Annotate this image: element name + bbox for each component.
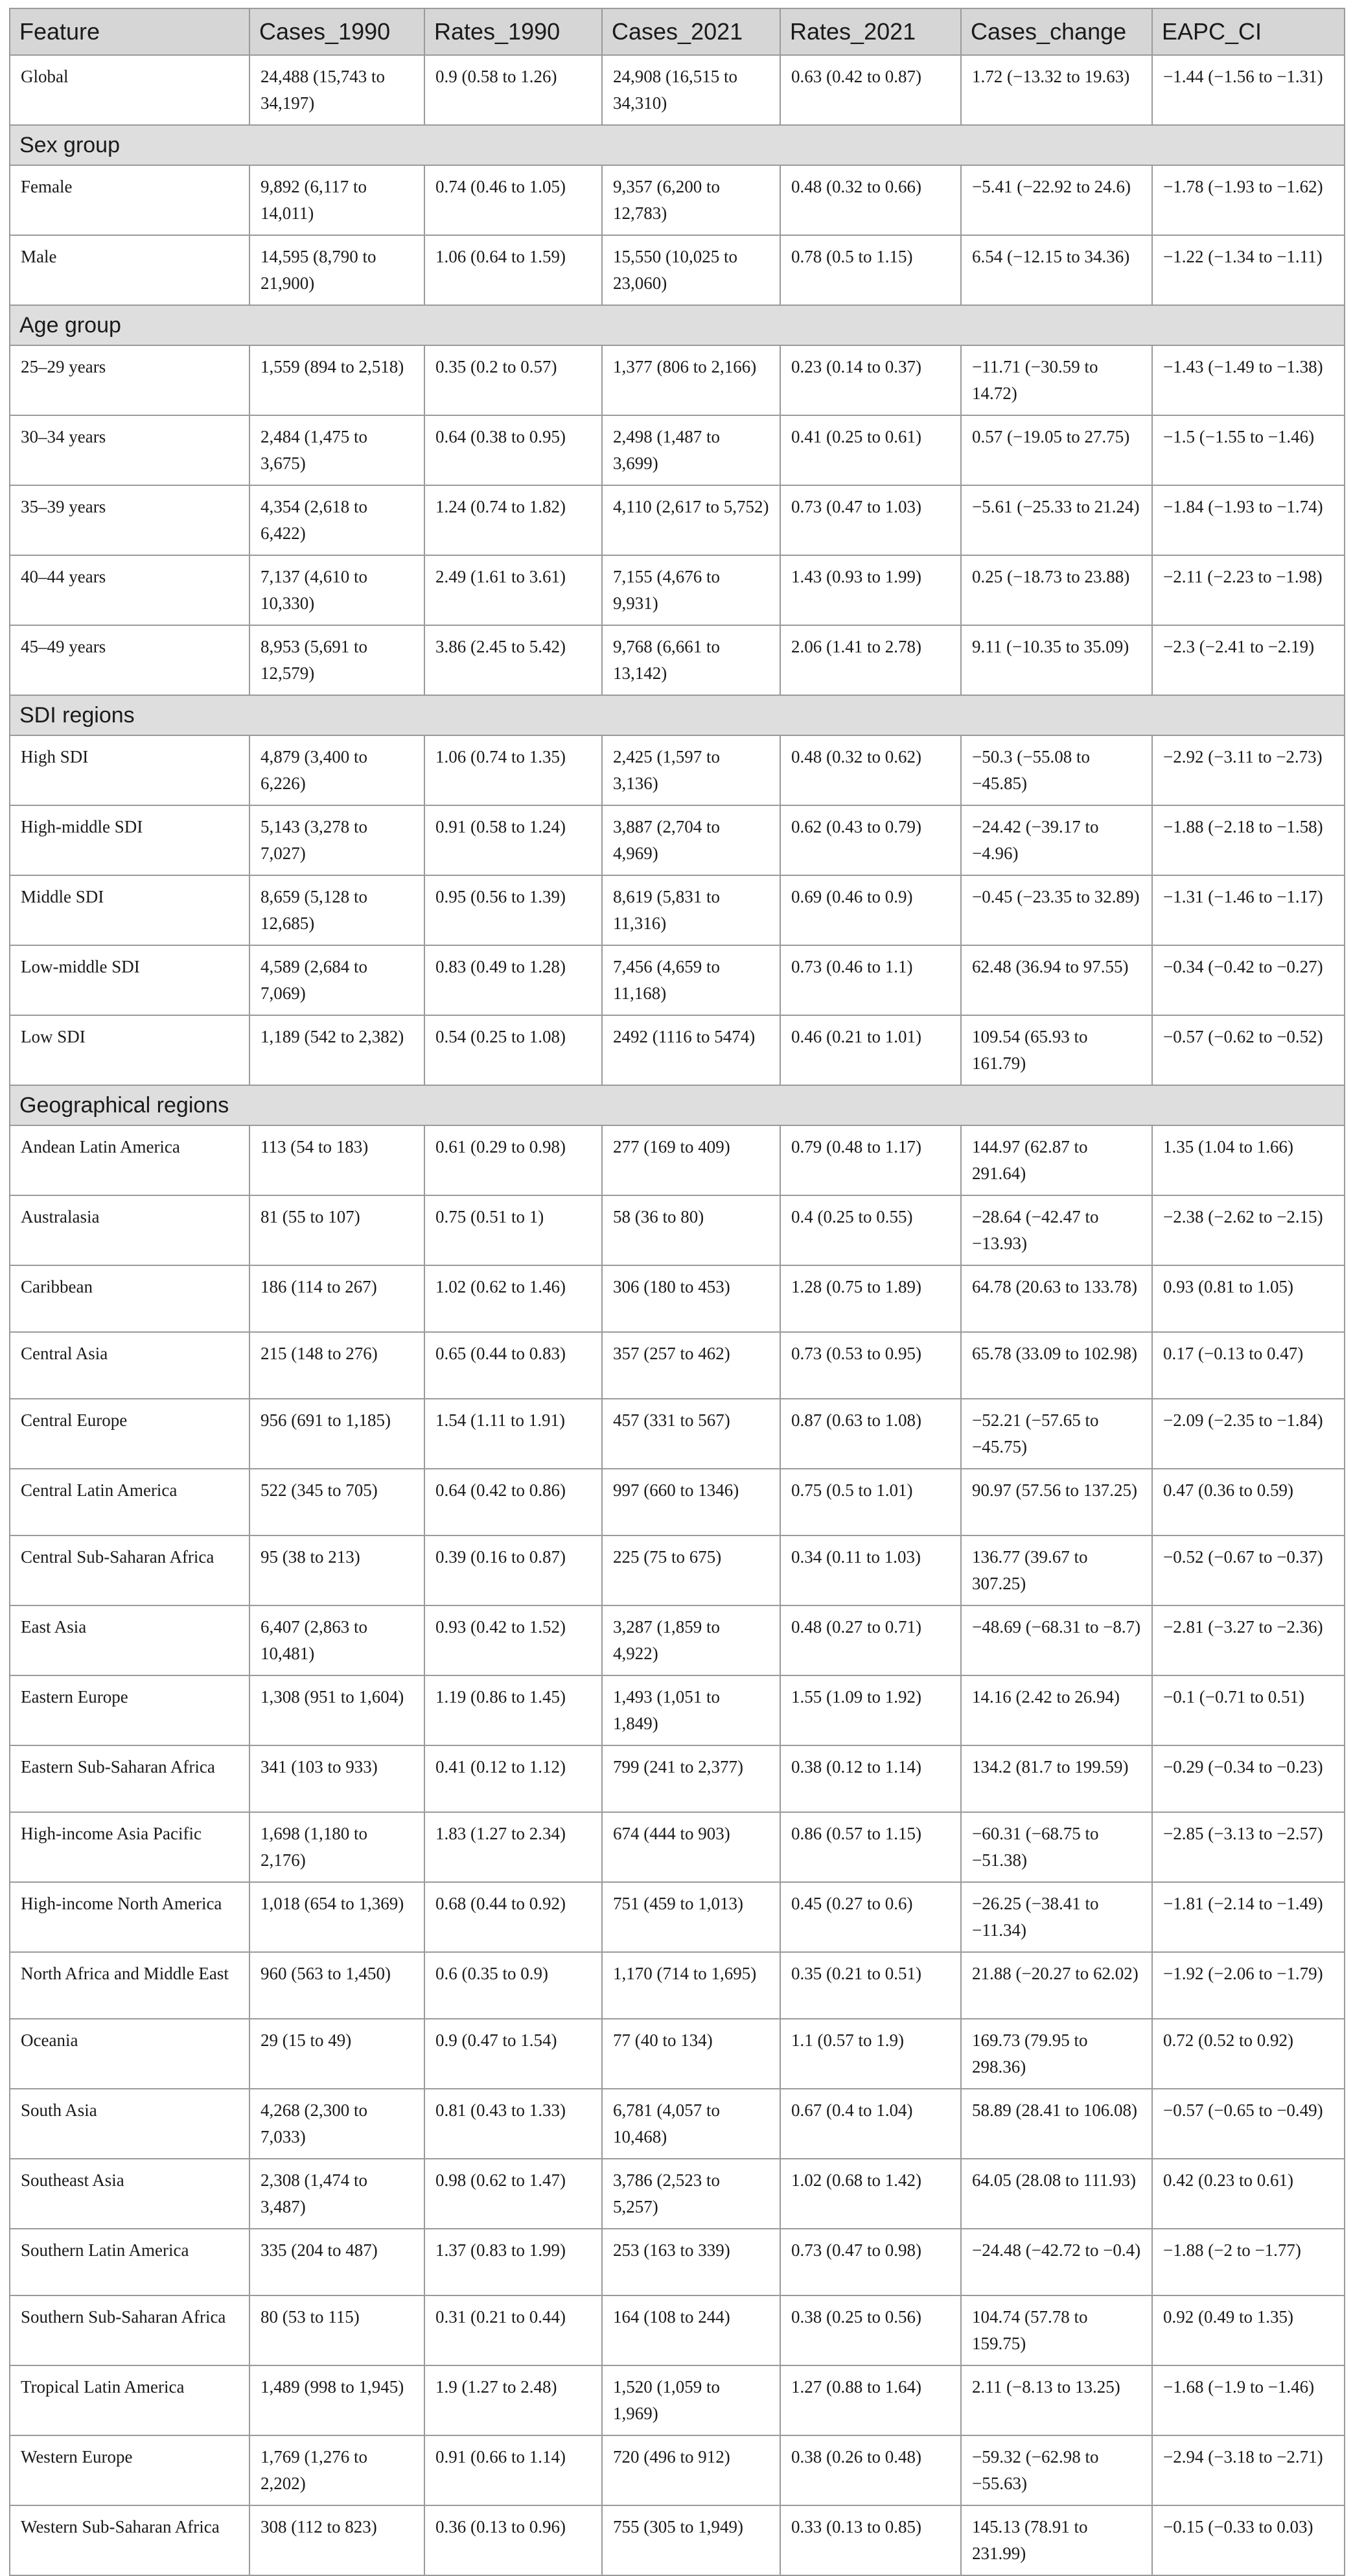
table-cell: −26.25 (−38.41 to −11.34) [961,1882,1152,1952]
table-cell: 1,559 (894 to 2,518) [249,345,424,415]
table-cell: 960 (563 to 1,450) [249,1952,424,2019]
header-row [10,8,1345,55]
table-row [10,2089,1345,2159]
header-cases-1990: Cases_1990 [249,8,424,55]
table-cell: 80 (53 to 115) [249,2295,424,2365]
table-cell: 0.9 (0.47 to 1.54) [424,2019,602,2089]
row-feature-cell: Global [10,55,249,125]
table-cell: 90.97 (57.56 to 137.25) [961,1469,1152,1535]
header-rates-2021: Rates_2021 [780,8,961,55]
table-cell: 5,143 (3,278 to 7,027) [249,805,424,875]
row-feature-cell: Tropical Latin America [10,2365,249,2435]
table-cell: 3,786 (2,523 to 5,257) [602,2159,780,2229]
table-cell: 457 (331 to 567) [602,1399,780,1469]
table-cell: 24,488 (15,743 to 34,197) [249,55,424,125]
table-row [10,2505,1345,2575]
table-cell: 0.38 (0.12 to 1.14) [780,1745,961,1812]
table-cell: 9,892 (6,117 to 14,011) [249,165,424,235]
table-cell: 0.4 (0.25 to 0.55) [780,1195,961,1265]
row-feature-cell: Low SDI [10,1015,249,1085]
section-row [10,1085,1345,1125]
table-cell: 7,137 (4,610 to 10,330) [249,555,424,625]
row-feature-cell: Eastern Sub-Saharan Africa [10,1745,249,1812]
table-header [10,8,1345,55]
table-row [10,1535,1345,1605]
header-rates-1990: Rates_1990 [424,8,602,55]
table-cell: 113 (54 to 183) [249,1125,424,1195]
table-cell: −2.85 (−3.13 to −2.57) [1152,1812,1345,1882]
table-cell: 1.72 (−13.32 to 19.63) [961,55,1152,125]
table-cell: 0.35 (0.2 to 0.57) [424,345,602,415]
row-feature-cell: Central Sub-Saharan Africa [10,1535,249,1605]
table-cell: 1,489 (998 to 1,945) [249,2365,424,2435]
table-cell: −28.64 (−42.47 to −13.93) [961,1195,1152,1265]
table-cell: −0.57 (−0.65 to −0.49) [1152,2089,1345,2159]
table-cell: −0.29 (−0.34 to −0.23) [1152,1745,1345,1812]
table-cell: 755 (305 to 1,949) [602,2505,780,2575]
table-cell: 3,887 (2,704 to 4,969) [602,805,780,875]
table-cell: 7,155 (4,676 to 9,931) [602,555,780,625]
table-cell: 751 (459 to 1,013) [602,1882,780,1952]
table-cell: 335 (204 to 487) [249,2229,424,2295]
table-cell: 720 (496 to 912) [602,2435,780,2505]
table-cell: 8,953 (5,691 to 12,579) [249,625,424,695]
table-cell: 62.48 (36.94 to 97.55) [961,945,1152,1015]
table-row [10,2295,1345,2365]
row-feature-cell: Middle SDI [10,875,249,945]
table-cell: 1.83 (1.27 to 2.34) [424,1812,602,1882]
table-cell: 0.57 (−19.05 to 27.75) [961,415,1152,485]
table-cell: −1.78 (−1.93 to −1.62) [1152,165,1345,235]
row-feature-cell: Eastern Europe [10,1675,249,1745]
row-feature-cell: Southeast Asia [10,2159,249,2229]
table-row [10,165,1345,235]
table-row [10,485,1345,555]
section-label: Sex group [10,125,1345,165]
row-feature-cell: Andean Latin America [10,1125,249,1195]
table-row [10,1265,1345,1332]
table-row [10,1952,1345,2019]
table-cell: −24.48 (−42.72 to −0.4) [961,2229,1152,2295]
table-cell: 1.54 (1.11 to 1.91) [424,1399,602,1469]
table-cell: 9,357 (6,200 to 12,783) [602,165,780,235]
table-cell: 0.54 (0.25 to 1.08) [424,1015,602,1085]
table-cell: 7,456 (4,659 to 11,168) [602,945,780,1015]
table-cell: −1.68 (−1.9 to −1.46) [1152,2365,1345,2435]
table-cell: −52.21 (−57.65 to −45.75) [961,1399,1152,1469]
table-cell: 0.63 (0.42 to 0.87) [780,55,961,125]
table-cell: 0.9 (0.58 to 1.26) [424,55,602,125]
table-cell: 0.92 (0.49 to 1.35) [1152,2295,1345,2365]
table-row [10,1812,1345,1882]
table-cell: 15,550 (10,025 to 23,060) [602,235,780,305]
table-cell: 956 (691 to 1,185) [249,1399,424,1469]
table-cell: 0.75 (0.5 to 1.01) [780,1469,961,1535]
table-row [10,1605,1345,1675]
table-cell: 1.02 (0.62 to 1.46) [424,1265,602,1332]
table-cell: −0.52 (−0.67 to −0.37) [1152,1535,1345,1605]
table-cell: −1.43 (−1.49 to −1.38) [1152,345,1345,415]
data-table [9,8,1345,2576]
table-cell: 1,698 (1,180 to 2,176) [249,1812,424,1882]
table-cell: 0.33 (0.13 to 0.85) [780,2505,961,2575]
table-cell: 0.47 (0.36 to 0.59) [1152,1469,1345,1535]
table-cell: 253 (163 to 339) [602,2229,780,2295]
table-row [10,2365,1345,2435]
table-row [10,1125,1345,1195]
row-feature-cell: 45–49 years [10,625,249,695]
table-body [10,55,1345,2575]
table-row [10,625,1345,695]
table-cell: 0.64 (0.42 to 0.86) [424,1469,602,1535]
section-row [10,695,1345,735]
table-row [10,2229,1345,2295]
section-label: SDI regions [10,695,1345,735]
table-cell: 0.86 (0.57 to 1.15) [780,1812,961,1882]
table-cell: 0.69 (0.46 to 0.9) [780,875,961,945]
table-cell: 1.02 (0.68 to 1.42) [780,2159,961,2229]
table-cell: −1.84 (−1.93 to −1.74) [1152,485,1345,555]
table-cell: 3,287 (1,859 to 4,922) [602,1605,780,1675]
table-cell: 225 (75 to 675) [602,1535,780,1605]
row-feature-cell: South Asia [10,2089,249,2159]
table-cell: 9,768 (6,661 to 13,142) [602,625,780,695]
table-cell: 1,377 (806 to 2,166) [602,345,780,415]
table-cell: 9.11 (−10.35 to 35.09) [961,625,1152,695]
table-cell: 0.38 (0.25 to 0.56) [780,2295,961,2365]
table-row [10,1469,1345,1535]
table-cell: 77 (40 to 134) [602,2019,780,2089]
table-cell: 674 (444 to 903) [602,1812,780,1882]
table-cell: 6,781 (4,057 to 10,468) [602,2089,780,2159]
table-cell: 2,498 (1,487 to 3,699) [602,415,780,485]
table-cell: −1.88 (−2.18 to −1.58) [1152,805,1345,875]
table-cell: 29 (15 to 49) [249,2019,424,2089]
row-feature-cell: Male [10,235,249,305]
table-cell: 6,407 (2,863 to 10,481) [249,1605,424,1675]
table-cell: 1.43 (0.93 to 1.99) [780,555,961,625]
table-cell: 1.24 (0.74 to 1.82) [424,485,602,555]
table-row [10,2435,1345,2505]
table-cell: 0.36 (0.13 to 0.96) [424,2505,602,2575]
row-feature-cell: Low-middle SDI [10,945,249,1015]
table-cell: 1,520 (1,059 to 1,969) [602,2365,780,2435]
table-cell: −0.34 (−0.42 to −0.27) [1152,945,1345,1015]
table-cell: 1.55 (1.09 to 1.92) [780,1675,961,1745]
table-cell: −2.3 (−2.41 to −2.19) [1152,625,1345,695]
table-cell: 64.78 (20.63 to 133.78) [961,1265,1152,1332]
table-cell: 357 (257 to 462) [602,1332,780,1399]
table-cell: −5.41 (−22.92 to 24.6) [961,165,1152,235]
table-cell: −0.15 (−0.33 to 0.03) [1152,2505,1345,2575]
table-cell: 0.83 (0.49 to 1.28) [424,945,602,1015]
table-cell: 169.73 (79.95 to 298.36) [961,2019,1152,2089]
row-feature-cell: Western Sub-Saharan Africa [10,2505,249,2575]
table-cell: 0.6 (0.35 to 0.9) [424,1952,602,2019]
table-row [10,735,1345,805]
table-cell: 186 (114 to 267) [249,1265,424,1332]
table-cell: 1,769 (1,276 to 2,202) [249,2435,424,2505]
table-cell: 4,110 (2,617 to 5,752) [602,485,780,555]
table-cell: 1.19 (0.86 to 1.45) [424,1675,602,1745]
table-cell: 0.23 (0.14 to 0.37) [780,345,961,415]
table-cell: 0.73 (0.47 to 0.98) [780,2229,961,2295]
table-row [10,345,1345,415]
table-cell: 6.54 (−12.15 to 34.36) [961,235,1152,305]
table-cell: 2.11 (−8.13 to 13.25) [961,2365,1152,2435]
table-cell: −50.3 (−55.08 to −45.85) [961,735,1152,805]
table-cell: −1.88 (−2 to −1.77) [1152,2229,1345,2295]
table-cell: 0.68 (0.44 to 0.92) [424,1882,602,1952]
table-cell: 0.64 (0.38 to 0.95) [424,415,602,485]
table-cell: 109.54 (65.93 to 161.79) [961,1015,1152,1085]
table-row [10,1745,1345,1812]
table-cell: 0.34 (0.11 to 1.03) [780,1535,961,1605]
table-cell: −2.92 (−3.11 to −2.73) [1152,735,1345,805]
table-row [10,805,1345,875]
table-row [10,1882,1345,1952]
table-cell: 0.78 (0.5 to 1.15) [780,235,961,305]
table-cell: 1.35 (1.04 to 1.66) [1152,1125,1345,1195]
table-cell: −2.11 (−2.23 to −1.98) [1152,555,1345,625]
table-cell: −24.42 (−39.17 to −4.96) [961,805,1152,875]
table-cell: 1,493 (1,051 to 1,849) [602,1675,780,1745]
table-cell: 4,268 (2,300 to 7,033) [249,2089,424,2159]
table-cell: 0.45 (0.27 to 0.6) [780,1882,961,1952]
table-row [10,235,1345,305]
table-cell: 0.61 (0.29 to 0.98) [424,1125,602,1195]
table-cell: 799 (241 to 2,377) [602,1745,780,1812]
table-cell: 1.06 (0.64 to 1.59) [424,235,602,305]
table-cell: 145.13 (78.91 to 231.99) [961,2505,1152,2575]
table-cell: −2.09 (−2.35 to −1.84) [1152,1399,1345,1469]
table-cell: 144.97 (62.87 to 291.64) [961,1125,1152,1195]
row-feature-cell: Central Asia [10,1332,249,1399]
table-cell: 0.62 (0.43 to 0.79) [780,805,961,875]
section-label: Age group [10,305,1345,345]
table-cell: −11.71 (−30.59 to 14.72) [961,345,1152,415]
table-cell: −1.44 (−1.56 to −1.31) [1152,55,1345,125]
table-cell: 1.1 (0.57 to 1.9) [780,2019,961,2089]
section-row [10,305,1345,345]
table-cell: 308 (112 to 823) [249,2505,424,2575]
table-cell: −48.69 (−68.31 to −8.7) [961,1605,1152,1675]
table-cell: 1.28 (0.75 to 1.89) [780,1265,961,1332]
row-feature-cell: Southern Latin America [10,2229,249,2295]
table-cell: 14,595 (8,790 to 21,900) [249,235,424,305]
table-cell: 341 (103 to 933) [249,1745,424,1812]
table-cell: 0.73 (0.47 to 1.03) [780,485,961,555]
row-feature-cell: High-middle SDI [10,805,249,875]
table-cell: 0.42 (0.23 to 0.61) [1152,2159,1345,2229]
table-cell: 0.93 (0.81 to 1.05) [1152,1265,1345,1332]
table-cell: 0.31 (0.21 to 0.44) [424,2295,602,2365]
table-cell: 0.74 (0.46 to 1.05) [424,165,602,235]
table-cell: −1.31 (−1.46 to −1.17) [1152,875,1345,945]
table-cell: 4,589 (2,684 to 7,069) [249,945,424,1015]
header-eapc-ci: EAPC_CI [1152,8,1345,55]
table-cell: 0.93 (0.42 to 1.52) [424,1605,602,1675]
table-cell: 164 (108 to 244) [602,2295,780,2365]
row-feature-cell: North Africa and Middle East [10,1952,249,2019]
table-cell: 0.35 (0.21 to 0.51) [780,1952,961,2019]
section-row [10,125,1345,165]
table-cell: −59.32 (−62.98 to −55.63) [961,2435,1152,2505]
row-feature-cell: East Asia [10,1605,249,1675]
table-row [10,415,1345,485]
table-cell: 0.95 (0.56 to 1.39) [424,875,602,945]
table-cell: −1.92 (−2.06 to −1.79) [1152,1952,1345,2019]
table-cell: 81 (55 to 107) [249,1195,424,1265]
table-cell: 134.2 (81.7 to 199.59) [961,1745,1152,1812]
table-cell: −1.5 (−1.55 to −1.46) [1152,415,1345,485]
header-cases-change: Cases_change [961,8,1152,55]
table-cell: 0.72 (0.52 to 0.92) [1152,2019,1345,2089]
table-cell: 0.91 (0.58 to 1.24) [424,805,602,875]
table-cell: 0.48 (0.32 to 0.62) [780,735,961,805]
table-cell: −0.1 (−0.71 to 0.51) [1152,1675,1345,1745]
row-feature-cell: High-income North America [10,1882,249,1952]
table-cell: 997 (660 to 1346) [602,1469,780,1535]
table-cell: 21.88 (−20.27 to 62.02) [961,1952,1152,2019]
table-container [9,8,1344,2576]
row-feature-cell: 25–29 years [10,345,249,415]
table-cell: 0.67 (0.4 to 1.04) [780,2089,961,2159]
table-cell: 2,425 (1,597 to 3,136) [602,735,780,805]
row-feature-cell: 40–44 years [10,555,249,625]
header-cases-2021: Cases_2021 [602,8,780,55]
table-cell: 58 (36 to 80) [602,1195,780,1265]
row-feature-cell: Southern Sub-Saharan Africa [10,2295,249,2365]
table-cell: 0.48 (0.32 to 0.66) [780,165,961,235]
table-cell: 0.75 (0.51 to 1) [424,1195,602,1265]
table-row [10,945,1345,1015]
table-row [10,1015,1345,1085]
row-feature-cell: High SDI [10,735,249,805]
row-feature-cell: 30–34 years [10,415,249,485]
table-cell: −2.94 (−3.18 to −2.71) [1152,2435,1345,2505]
table-cell: 1,308 (951 to 1,604) [249,1675,424,1745]
table-cell: 65.78 (33.09 to 102.98) [961,1332,1152,1399]
table-cell: 2.06 (1.41 to 2.78) [780,625,961,695]
table-cell: 0.98 (0.62 to 1.47) [424,2159,602,2229]
table-cell: 0.81 (0.43 to 1.33) [424,2089,602,2159]
table-cell: 0.41 (0.12 to 1.12) [424,1745,602,1812]
table-row [10,1399,1345,1469]
table-cell: 0.17 (−0.13 to 0.47) [1152,1332,1345,1399]
table-cell: −0.57 (−0.62 to −0.52) [1152,1015,1345,1085]
table-cell: −2.38 (−2.62 to −2.15) [1152,1195,1345,1265]
table-cell: 1.37 (0.83 to 1.99) [424,2229,602,2295]
table-cell: 0.73 (0.53 to 0.95) [780,1332,961,1399]
table-cell: 0.65 (0.44 to 0.83) [424,1332,602,1399]
row-feature-cell: 35–39 years [10,485,249,555]
table-cell: 4,879 (3,400 to 6,226) [249,735,424,805]
table-cell: 1.06 (0.74 to 1.35) [424,735,602,805]
table-cell: 0.25 (−18.73 to 23.88) [961,555,1152,625]
table-cell: 3.86 (2.45 to 5.42) [424,625,602,695]
table-cell: 1.27 (0.88 to 1.64) [780,2365,961,2435]
table-cell: 2,484 (1,475 to 3,675) [249,415,424,485]
table-cell: −60.31 (−68.75 to −51.38) [961,1812,1152,1882]
table-row [10,875,1345,945]
row-feature-cell: Australasia [10,1195,249,1265]
row-feature-cell: Central Latin America [10,1469,249,1535]
table-cell: 0.38 (0.26 to 0.48) [780,2435,961,2505]
table-cell: 1,170 (714 to 1,695) [602,1952,780,2019]
table-cell: 136.77 (39.67 to 307.25) [961,1535,1152,1605]
table-row [10,1675,1345,1745]
table-cell: 2492 (1116 to 5474) [602,1015,780,1085]
row-feature-cell: High-income Asia Pacific [10,1812,249,1882]
table-cell: 2,308 (1,474 to 3,487) [249,2159,424,2229]
table-cell: 522 (345 to 705) [249,1469,424,1535]
table-cell: 58.89 (28.41 to 106.08) [961,2089,1152,2159]
table-cell: −1.81 (−2.14 to −1.49) [1152,1882,1345,1952]
table-cell: 24,908 (16,515 to 34,310) [602,55,780,125]
table-cell: 0.73 (0.46 to 1.1) [780,945,961,1015]
row-feature-cell: Western Europe [10,2435,249,2505]
table-cell: 1,189 (542 to 2,382) [249,1015,424,1085]
row-feature-cell: Caribbean [10,1265,249,1332]
table-row [10,2019,1345,2089]
table-cell: 277 (169 to 409) [602,1125,780,1195]
table-cell: 1.9 (1.27 to 2.48) [424,2365,602,2435]
table-cell: 2.49 (1.61 to 3.61) [424,555,602,625]
table-cell: 1,018 (654 to 1,369) [249,1882,424,1952]
table-cell: 95 (38 to 213) [249,1535,424,1605]
table-cell: 4,354 (2,618 to 6,422) [249,485,424,555]
table-cell: 306 (180 to 453) [602,1265,780,1332]
table-cell: −2.81 (−3.27 to −2.36) [1152,1605,1345,1675]
row-feature-cell: Central Europe [10,1399,249,1469]
row-feature-cell: Oceania [10,2019,249,2089]
table-cell: 0.87 (0.63 to 1.08) [780,1399,961,1469]
table-cell: −0.45 (−23.35 to 32.89) [961,875,1152,945]
table-row [10,555,1345,625]
header-feature: Feature [10,8,249,55]
table-cell: 0.91 (0.66 to 1.14) [424,2435,602,2505]
table-row [10,55,1345,125]
table-cell: −5.61 (−25.33 to 21.24) [961,485,1152,555]
table-cell: 8,659 (5,128 to 12,685) [249,875,424,945]
table-cell: 14.16 (2.42 to 26.94) [961,1675,1152,1745]
table-cell: 104.74 (57.78 to 159.75) [961,2295,1152,2365]
table-cell: 0.46 (0.21 to 1.01) [780,1015,961,1085]
row-feature-cell: Female [10,165,249,235]
table-cell: 0.48 (0.27 to 0.71) [780,1605,961,1675]
table-cell: −1.22 (−1.34 to −1.11) [1152,235,1345,305]
section-label: Geographical regions [10,1085,1345,1125]
table-cell: 215 (148 to 276) [249,1332,424,1399]
table-cell: 8,619 (5,831 to 11,316) [602,875,780,945]
table-cell: 0.79 (0.48 to 1.17) [780,1125,961,1195]
table-cell: 64.05 (28.08 to 111.93) [961,2159,1152,2229]
table-row [10,2159,1345,2229]
table-row [10,1332,1345,1399]
table-cell: 0.41 (0.25 to 0.61) [780,415,961,485]
table-cell: 0.39 (0.16 to 0.87) [424,1535,602,1605]
table-row [10,1195,1345,1265]
